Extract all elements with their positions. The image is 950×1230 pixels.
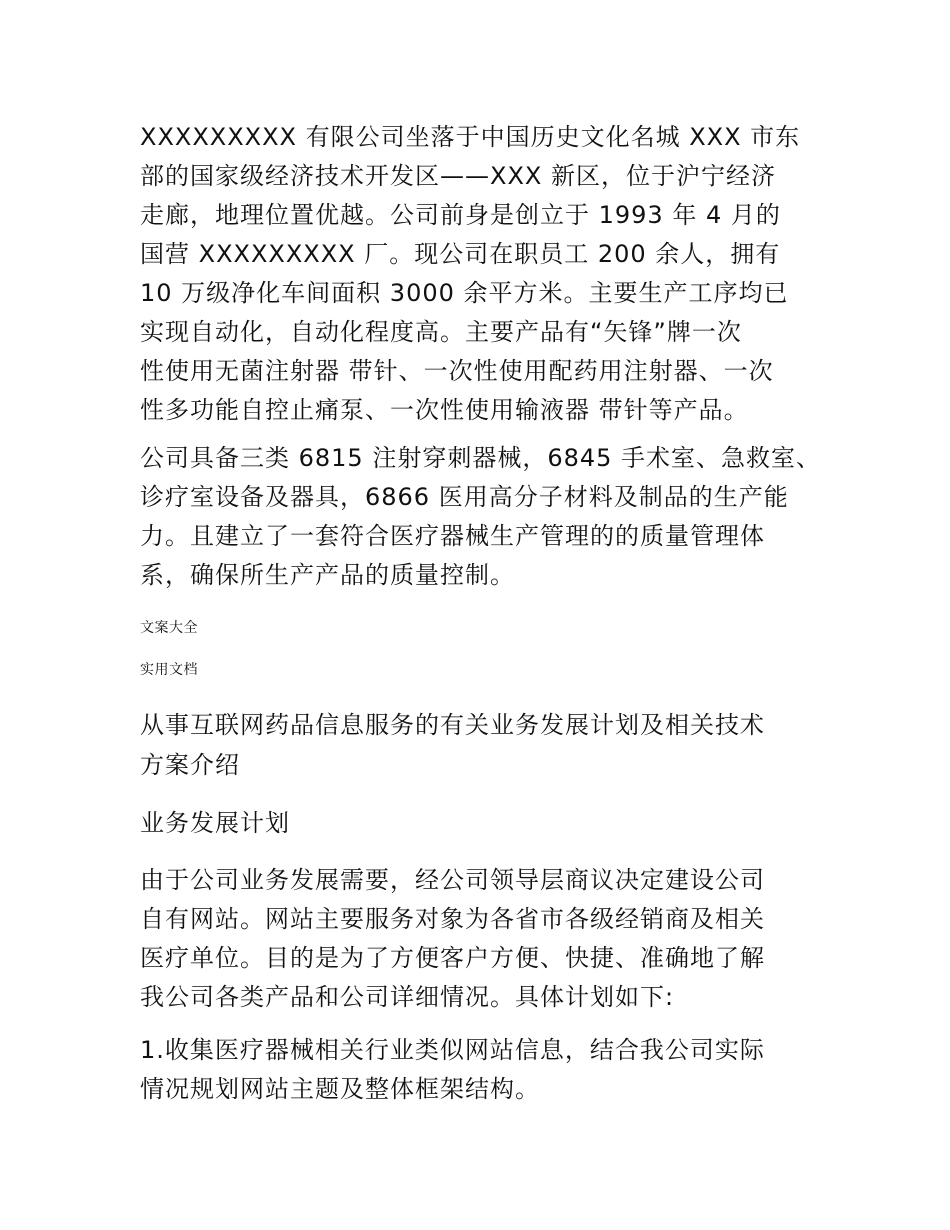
document-page [140, 118, 830, 1109]
paragraph-line: 10 万级净化车间面积 3000 余平方米。主要生产工序均已 [140, 279, 789, 307]
paragraph-line: 国营 XXXXXXXXX 厂。现公司在职员工 200 余人，拥有 [140, 240, 781, 268]
paragraph-line: 力。且建立了一套符合医疗器械生产管理的的质量管理体 [140, 522, 765, 550]
footer-label: 文案大全 [140, 620, 198, 636]
section-title [140, 705, 830, 785]
paragraph-line: 诊疗室设备及器具，6866 医用高分子材料及制品的生产能 [140, 483, 789, 511]
paragraph-line: 由于公司业务发展需要，经公司领导层商议决定建设公司 [140, 866, 765, 894]
header-label: 实用文档 [140, 662, 198, 678]
paragraph-line: 性多功能自控止痛泵、一次性使用输液器 带针等产品。 [140, 396, 749, 424]
section-title-line: 方案介绍 [140, 751, 240, 779]
paragraph-line: 系，确保所生产产品的质量控制。 [140, 561, 515, 589]
company-intro-paragraph [140, 118, 830, 430]
subsection-title-line: 业务发展计划 [140, 809, 290, 837]
paragraph-line: 性使用无菌注射器 带针、一次性使用配药用注射器、一次 [140, 357, 774, 385]
plan-item-1 [140, 1031, 830, 1109]
paragraph-line: 走廊，地理位置优越。公司前身是创立于 1993 年 4 月的 [140, 201, 781, 229]
business-plan-paragraph [140, 861, 830, 1017]
paragraph-line: 我公司各类产品和公司详细情况。具体计划如下: [140, 983, 675, 1011]
paragraph-line: 情况规划网站主题及整体框架结构。 [140, 1075, 540, 1103]
subsection-title [140, 803, 830, 843]
paragraph-line: 1.收集医疗器械相关行业类似网站信息，结合我公司实际 [140, 1036, 765, 1064]
capability-paragraph [140, 439, 830, 595]
paragraph-line: 实现自动化，自动化程度高。主要产品有“矢锋”牌一次 [140, 318, 742, 346]
paragraph-line: XXXXXXXXX 有限公司坐落于中国历史文化名城 XXX 市东 [140, 123, 801, 151]
paragraph-line: 公司具备三类 6815 注射穿刺器械，6845 手术室、急救室、 [140, 444, 822, 472]
paragraph-line: 自有网站。网站主要服务对象为各省市各级经销商及相关 [140, 905, 765, 933]
paragraph-line: 医疗单位。目的是为了方便客户方便、快捷、准确地了解 [140, 944, 765, 972]
section-title-line: 从事互联网药品信息服务的有关业务发展计划及相关技术 [140, 711, 765, 739]
paragraph-line: 部的国家级经济技术开发区——XXX 新区，位于沪宁经济 [140, 162, 776, 190]
